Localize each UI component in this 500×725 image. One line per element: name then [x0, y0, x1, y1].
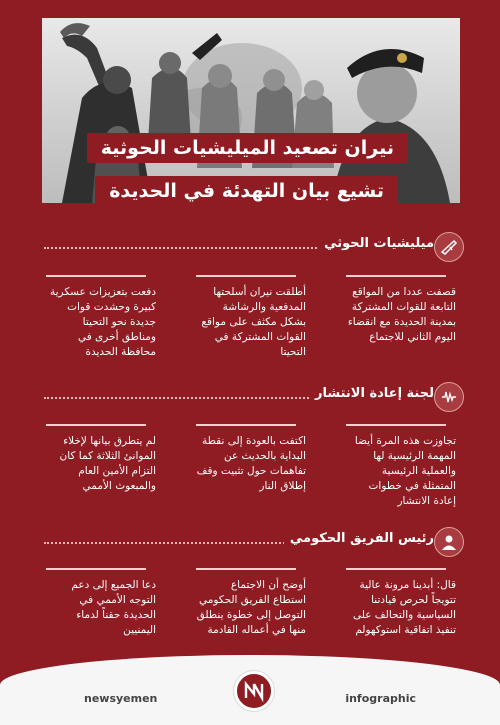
- info-cell: لم يتطرق بيانها لإخلاء الموانئ الثلاثة كما كان التزام الأمين العام والمبعوث الأممي: [59, 435, 156, 492]
- section-label: ميليشيات الحوثي: [318, 236, 440, 251]
- column-top-line: [196, 568, 296, 570]
- column-top-line: [46, 275, 146, 277]
- person-icon: [434, 527, 464, 557]
- info-cell: أطلقت نيران أسلحتها المدفعية والرشاشة بشكل مكثف على مواقع القوات المشتركة في التحيتا: [201, 286, 306, 358]
- info-cell: تجاوزت هذه المرة أيضا المهمة الرئيسية لها والعملية الرئيسية المتمثلة في خطوات إعادة الانتشار: [354, 435, 456, 507]
- info-cell: أوضح أن الاجتماع استطاع الفريق الحكومي التوصل إلى خطوة ينطلق منها في أعماله القادمة: [196, 579, 306, 636]
- section-header-redeployment: [0, 380, 500, 414]
- info-cell: قال: أبدينا مرونة عالية تتويجاً لحرص قيادتنا السياسية والتحالف على تنفيذ اتفاقية استوكهولم: [352, 579, 456, 636]
- info-cell: اكتفت بالعودة إلى نقطة البداية بالحديث عن تفاهمات حول تثبيت وقف إطلاق النار: [196, 435, 306, 492]
- info-cell: دعا الجميع إلى دعم التوجه الأممي في الحديدة حقناً لدماء اليمنيين: [71, 579, 156, 636]
- info-cell: قصفت عددا من المواقع التابعة للقوات المشتركة بمدينة الحديدة مع انقضاء اليوم الثاني للاجتماع: [347, 286, 456, 343]
- info-cell: دفعت بتعزيزات عسكرية كبيرة وحشدت قوات جديدة نحو التحيتا ومناطق أخرى في محافظة الحديدة: [50, 286, 156, 358]
- hero-title-line-2: تشيع بيان التهدئة في الحديدة: [95, 176, 398, 203]
- section-header-houthi: [0, 230, 500, 264]
- column-top-line: [196, 275, 296, 277]
- hero-image: [42, 18, 460, 203]
- section-label: رئيس الفريق الحكومي: [284, 531, 440, 546]
- column-top-line: [46, 424, 146, 426]
- footer-site-name: newsyemen: [84, 692, 158, 705]
- hero-title-line-1: نيران تصعيد الميليشيات الحوثية: [87, 133, 408, 163]
- section-header-government-team: [0, 525, 500, 559]
- column-top-line: [46, 568, 146, 570]
- column-top-line: [196, 424, 296, 426]
- column-top-line: [346, 275, 446, 277]
- waveform-icon: [434, 382, 464, 412]
- rifle-icon: [434, 232, 464, 262]
- section-label: لجنة إعادة الانتشار: [309, 386, 440, 401]
- footer: [0, 655, 500, 725]
- footer-label: infographic: [345, 692, 416, 705]
- newsyemen-logo-icon[interactable]: [234, 671, 274, 711]
- column-top-line: [346, 568, 446, 570]
- column-top-line: [346, 424, 446, 426]
